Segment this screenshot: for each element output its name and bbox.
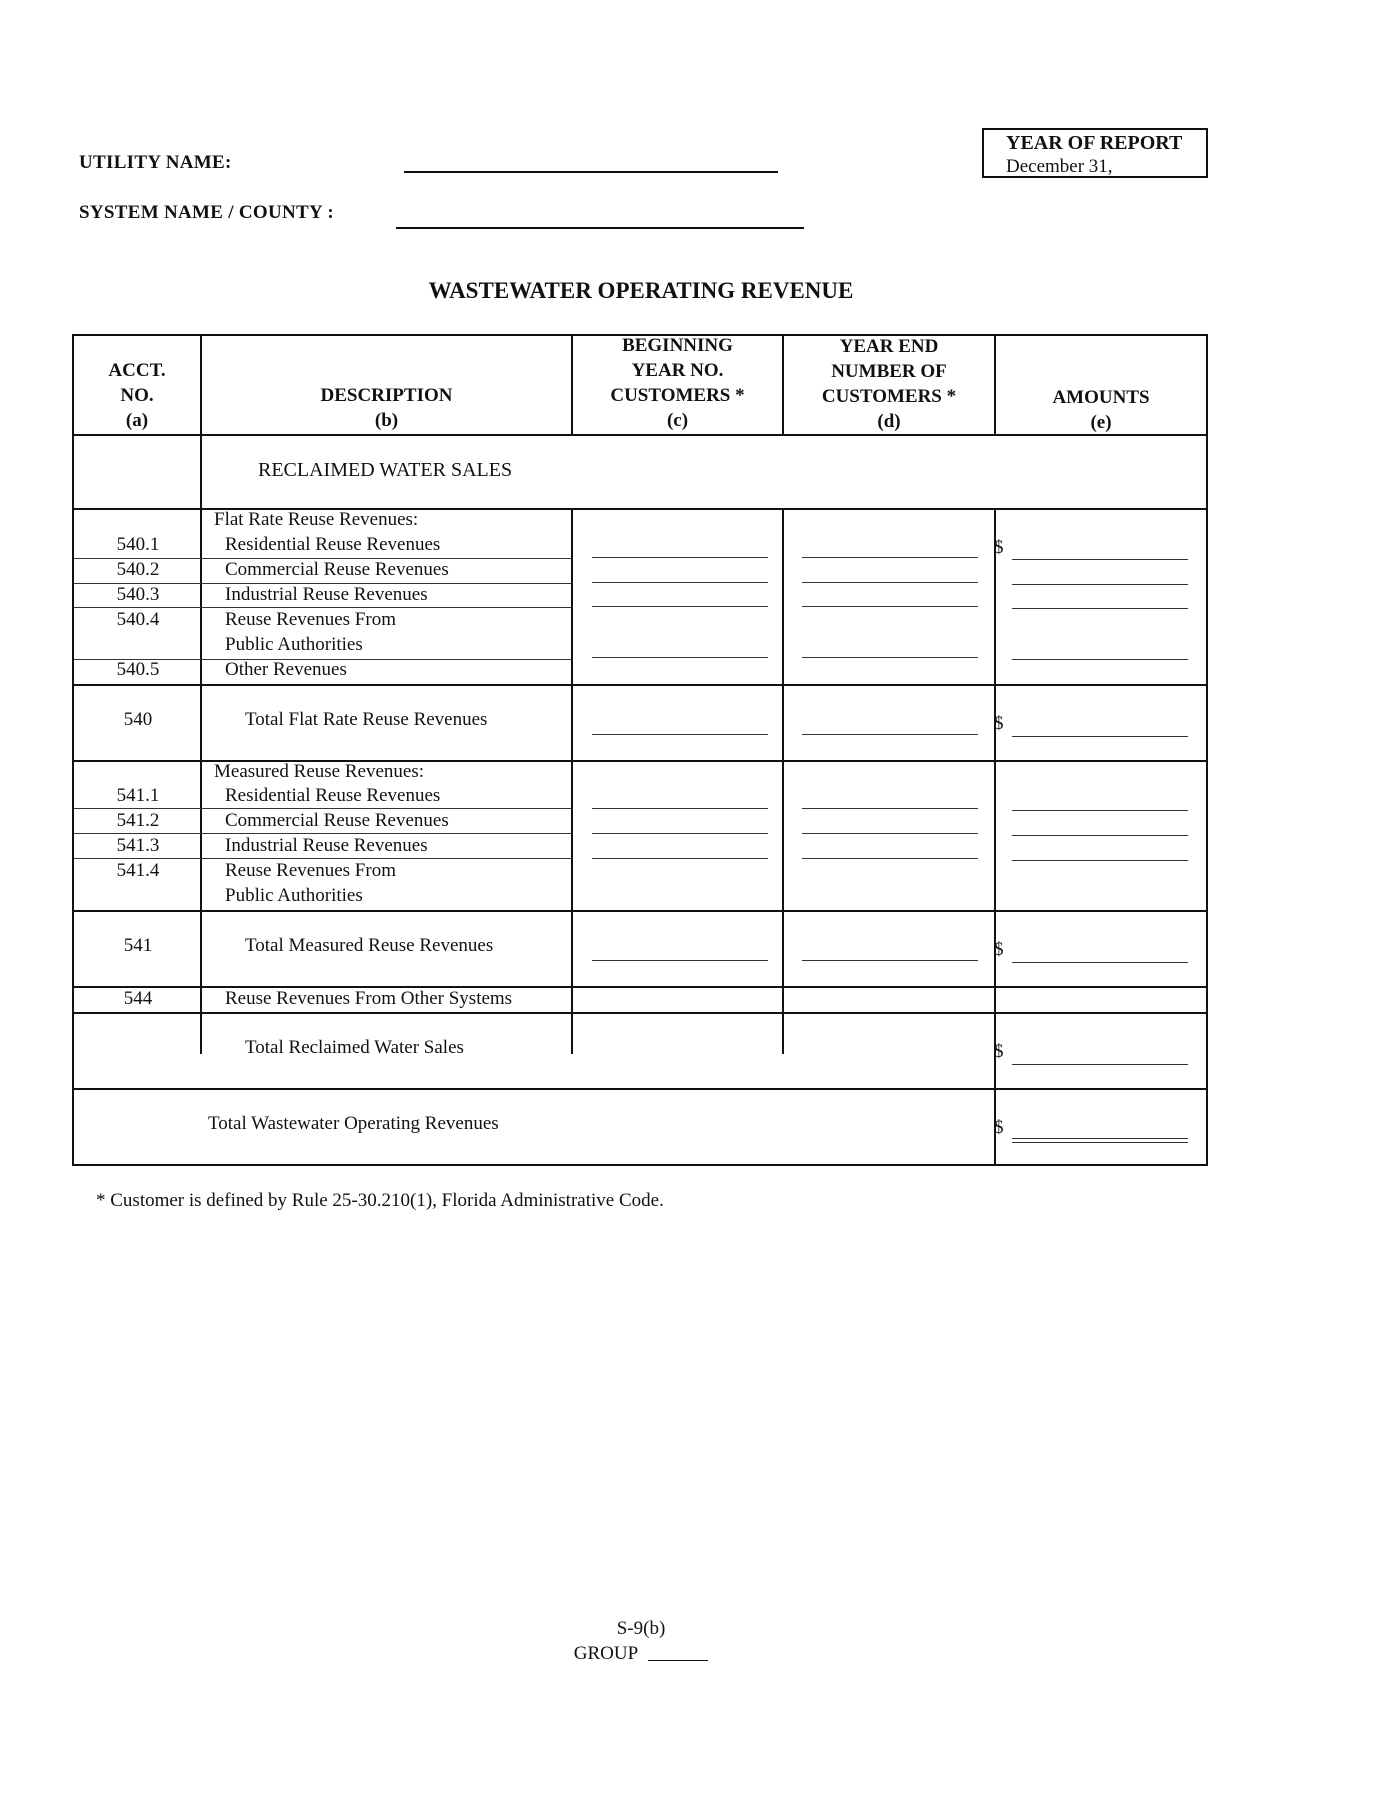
col-header-line: (b) xyxy=(374,410,399,431)
divider-c-d xyxy=(782,508,784,1054)
field-541-1-e[interactable] xyxy=(1012,810,1188,811)
divider-d-e xyxy=(994,508,996,1166)
field-540-3-c[interactable] xyxy=(592,606,768,607)
acct-540-3: 540.3 xyxy=(116,584,160,605)
page-title: WASTEWATER OPERATING REVENUE xyxy=(428,278,854,303)
col-header-line: AMOUNTS xyxy=(1052,387,1150,408)
year-of-report-box xyxy=(982,128,1208,178)
utility-name-label: UTILITY NAME: xyxy=(79,152,232,173)
desc-540-4-line2: Public Authorities xyxy=(225,634,363,655)
desc-540-3: Industrial Reuse Revenues xyxy=(225,584,428,605)
field-540-3-e[interactable] xyxy=(1012,608,1188,609)
col-header-line: (d) xyxy=(877,411,901,432)
field-541-d[interactable] xyxy=(802,960,978,961)
col-header-line: YEAR END xyxy=(839,336,939,357)
field-540-2-c[interactable] xyxy=(592,582,768,583)
double-underline xyxy=(1012,1142,1188,1143)
field-540-2-d[interactable] xyxy=(802,582,978,583)
dollar-sign: $ xyxy=(994,713,1004,734)
col-header-amounts xyxy=(996,385,1206,435)
col-header-line: ACCT. xyxy=(108,360,166,381)
field-540-3-d[interactable] xyxy=(802,606,978,607)
acct-540: 540 xyxy=(123,709,153,730)
field-540-5-e[interactable] xyxy=(1012,659,1188,660)
dollar-sign: $ xyxy=(994,537,1004,558)
col-header-line: DESCRIPTION xyxy=(320,385,453,406)
divider-b-c xyxy=(571,508,573,1054)
col-header-line: BEGINNING xyxy=(622,335,733,356)
desc-541-4: Reuse Revenues From xyxy=(225,860,396,881)
field-total-reclaimed[interactable] xyxy=(1012,1064,1188,1065)
desc-540-1: Residential Reuse Revenues xyxy=(225,534,441,555)
acct-540-1: 540.1 xyxy=(116,534,160,555)
desc-541-3: Industrial Reuse Revenues xyxy=(225,835,428,856)
acct-541-2: 541.2 xyxy=(116,810,160,831)
field-541-2-e[interactable] xyxy=(1012,835,1188,836)
group-field[interactable] xyxy=(648,1660,708,1661)
acct-541-3: 541.3 xyxy=(116,835,160,856)
field-540-2-e[interactable] xyxy=(1012,584,1188,585)
col-header-line: (c) xyxy=(666,410,689,431)
col-header-line: YEAR NO. xyxy=(631,360,724,381)
page-number: S-9(b) xyxy=(616,1618,666,1639)
field-total-wastewater[interactable] xyxy=(1012,1138,1188,1139)
group-line xyxy=(0,1643,1282,1665)
field-541-2-c[interactable] xyxy=(592,833,768,834)
year-of-report-date[interactable]: December 31, xyxy=(1006,156,1113,177)
col-header-line: NO. xyxy=(120,385,154,406)
group-label: GROUP xyxy=(573,1643,638,1664)
revenue-table xyxy=(72,334,1208,1166)
desc-544: Reuse Revenues From Other Systems xyxy=(225,988,513,1009)
acct-541: 541 xyxy=(123,935,153,956)
dollar-sign: $ xyxy=(994,939,1004,960)
col-header-beginning-customers xyxy=(573,333,782,433)
desc-541-total: Total Measured Reuse Revenues xyxy=(245,935,494,956)
dollar-sign: $ xyxy=(994,1041,1004,1062)
measured-heading: Measured Reuse Revenues: xyxy=(214,761,424,782)
desc-540-total: Total Flat Rate Reuse Revenues xyxy=(245,709,488,730)
desc-540-4: Reuse Revenues From xyxy=(225,609,396,630)
field-540-5-d[interactable] xyxy=(802,657,978,658)
col-header-line: CUSTOMERS * xyxy=(821,386,957,407)
acct-541-4: 541.4 xyxy=(116,860,160,881)
col-header-line: (a) xyxy=(125,410,149,431)
acct-540-4: 540.4 xyxy=(116,609,160,630)
field-541-3-c[interactable] xyxy=(592,858,768,859)
field-540-1-e[interactable] xyxy=(1012,559,1188,560)
field-541-3-d[interactable] xyxy=(802,858,978,859)
acct-540-5: 540.5 xyxy=(116,659,160,680)
field-540-1-c[interactable] xyxy=(592,557,768,558)
field-540-1-d[interactable] xyxy=(802,557,978,558)
field-540-d[interactable] xyxy=(802,734,978,735)
desc-540-2: Commercial Reuse Revenues xyxy=(225,559,449,580)
field-540-c[interactable] xyxy=(592,734,768,735)
flat-rate-heading: Flat Rate Reuse Revenues: xyxy=(214,509,419,530)
desc-541-2: Commercial Reuse Revenues xyxy=(225,810,449,831)
year-of-report-label: YEAR OF REPORT xyxy=(1006,132,1183,154)
field-540-5-c[interactable] xyxy=(592,657,768,658)
field-541-3-e[interactable] xyxy=(1012,860,1188,861)
col-header-line: NUMBER OF xyxy=(831,361,947,382)
acct-544: 544 xyxy=(123,988,153,1009)
acct-540-2: 540.2 xyxy=(116,559,160,580)
footnote: * Customer is defined by Rule 25-30.210(1), Florida Administrative Code. xyxy=(96,1190,664,1211)
col-header-line: (e) xyxy=(1090,412,1112,433)
rule-measured-bottom xyxy=(72,910,1208,912)
desc-541-4-line2: Public Authorities xyxy=(225,885,363,906)
rule-reclaimed-bottom xyxy=(72,1088,1208,1090)
desc-540-5: Other Revenues xyxy=(225,659,347,680)
field-540-e[interactable] xyxy=(1012,736,1188,737)
system-name-field[interactable] xyxy=(396,227,804,229)
utility-name-field[interactable] xyxy=(404,171,778,173)
desc-541-1: Residential Reuse Revenues xyxy=(225,785,441,806)
col-header-line: CUSTOMERS * xyxy=(610,385,745,406)
section-title: RECLAIMED WATER SALES xyxy=(258,459,513,481)
col-header-description xyxy=(202,383,571,433)
field-541-1-c[interactable] xyxy=(592,808,768,809)
total-reclaimed-label: Total Reclaimed Water Sales xyxy=(245,1037,464,1058)
rule-flat-bottom xyxy=(72,684,1208,686)
total-wastewater-label: Total Wastewater Operating Revenues xyxy=(208,1113,499,1134)
col-header-acct xyxy=(74,358,200,433)
field-541-2-d[interactable] xyxy=(802,833,978,834)
field-541-e[interactable] xyxy=(1012,962,1188,963)
system-name-label: SYSTEM NAME / COUNTY : xyxy=(79,202,335,223)
rule-544-bottom xyxy=(72,1012,1208,1014)
field-541-c[interactable] xyxy=(592,960,768,961)
field-541-1-d[interactable] xyxy=(802,808,978,809)
acct-541-1: 541.1 xyxy=(116,785,160,806)
dollar-sign: $ xyxy=(994,1117,1004,1138)
col-header-year-end-customers xyxy=(784,334,994,434)
